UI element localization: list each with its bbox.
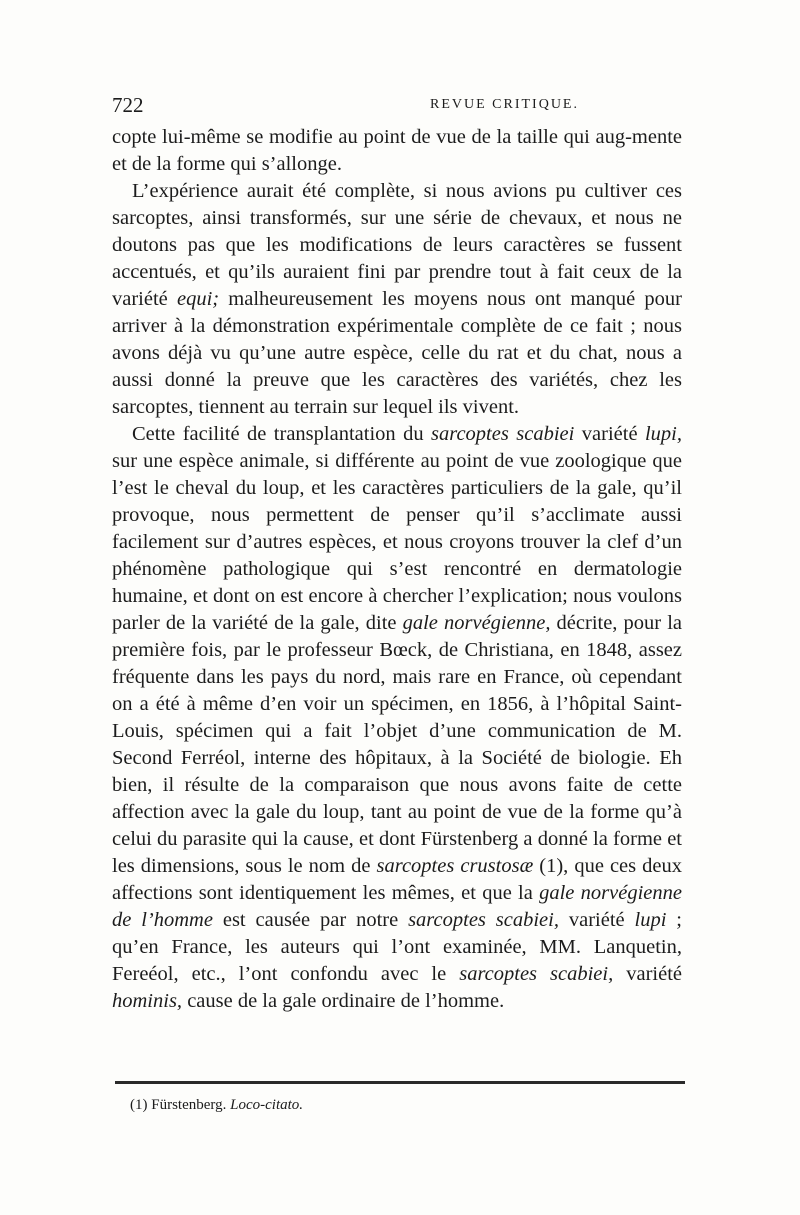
text-run: malheureusement les moyens nous ont manqué pour arriver à la démonstration expérimentale complète de ce fait ; nous avons déjà vu qu’une autre espèce, celle du rat et du chat, nous a aussi donné la preuve que les caractères des variétés, chez les sarcoptes, tiennent au terrain sur lequel ils vivent. <box>112 288 682 418</box>
footnote-citation: Loco-citato. <box>230 1097 304 1113</box>
text-run: L’expérience aurait été complète, si nous avions pu cultiver ces sarcoptes, ainsi transformés, sur une série de chevaux, et nous ne doutons pas que les modifications de leurs caractères se fussent accentués, et qu’ils auraient fini par prendre tout à fait ceux de la variété <box>112 180 682 310</box>
italic-term: sarcoptes scabiei <box>431 423 575 445</box>
italic-term: sarcoptes scabiei, <box>408 909 559 931</box>
page-number: 722 <box>112 93 144 117</box>
text-run: ; qu’en France, les auteurs qui l’ont examinée, MM. Lanquetin, Fereéol, etc., l’ont confondu avec le <box>112 909 682 985</box>
italic-term: gale norvégienne de l’homme <box>112 882 682 931</box>
paragraph <box>112 124 682 178</box>
running-title: REVUE CRITIQUE. <box>430 97 579 112</box>
text-run: variété <box>613 963 682 985</box>
text-run: est causée par notre <box>212 909 409 931</box>
italic-term: gale norvégienne, <box>402 612 551 634</box>
footnote-rule <box>115 1081 685 1084</box>
body-text <box>112 124 682 1015</box>
text-run: décrite, pour la première fois, par le professeur Bœck, de Christiana, en 1848, assez fréquente dans les pays du nord, mais rare en France, où cependant on a été à même d’en voir un spécimen, en 1856, à l’hôpital Saint-Louis, spécimen qui a fait l’objet d’une communication de M. Second Ferréol, interne des hôpitaux, à la Société de biologie. Eh bien, il résulte de la comparaison que nous avons faite de cette affection avec la gale du loup, tant au point de vue de la forme qu’à celui du parasite qui la cause, et dont Fürstenberg a donné la forme et les dimensions, sous le nom de <box>112 612 682 877</box>
text-run: variété <box>574 423 645 445</box>
italic-term: lupi <box>634 909 667 931</box>
footnote-marker: (1) Fürstenberg. <box>130 1097 227 1113</box>
italic-term: sarcoptes crustosæ <box>376 855 534 877</box>
page-header <box>112 93 680 119</box>
text-run: copte lui-même se modifie au point de vue de la taille qui aug-mente et de la forme qui s’allonge. <box>112 126 682 175</box>
italic-term: hominis, <box>112 990 183 1012</box>
paragraph <box>112 178 682 421</box>
text-run: Cette facilité de transplantation du <box>132 423 432 445</box>
text-run: variété <box>558 909 635 931</box>
paragraph <box>112 421 682 1015</box>
italic-term: lupi, <box>644 423 683 445</box>
italic-term: sarcoptes scabiei, <box>459 963 614 985</box>
text-run: (1), que ces deux affections sont identiquement les mêmes, et que la <box>112 855 683 904</box>
text-run: sur une espèce animale, si différente au point de vue zoologique que l’est le cheval du loup, et les caractères particuliers de la gale, qu’il provoque, nous permettent de penser qu’il s’acclimate aussi facilement sur d’autres espèces, et nous croyons trouver la clef d’un phénomène pathologique qui s’est rencontré en dermatologie humaine, et dont on est encore à chercher l’explication; nous voulons parler de la variété de la gale, dite <box>112 450 682 634</box>
footnote <box>130 1097 303 1114</box>
italic-term: equi; <box>176 288 220 310</box>
text-run: cause de la gale ordinaire de l’homme. <box>182 990 505 1012</box>
